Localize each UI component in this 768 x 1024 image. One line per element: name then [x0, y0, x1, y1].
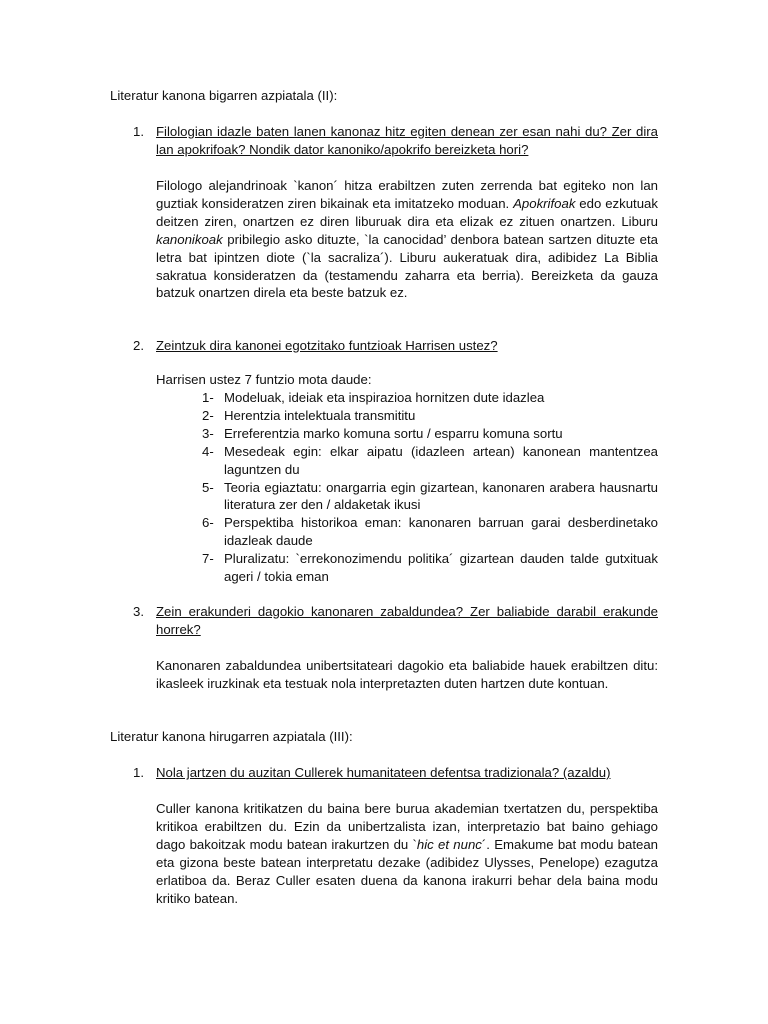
question-number: 1.: [133, 765, 144, 780]
section-heading-iii: Literatur kanona hirugarren azpiatala (III):: [110, 729, 353, 744]
list-item: 2- Herentzia intelektuala transmititu: [202, 407, 416, 423]
question-3: [133, 603, 658, 639]
answer-3: [156, 657, 658, 693]
list-item: 1- Modeluak, ideiak eta inspirazioa hornitzen dute idazlea: [202, 390, 545, 405]
question-1: [133, 123, 658, 159]
question-2: [133, 337, 658, 355]
question-iii-1: [133, 764, 658, 782]
answer-paragraph: Filologo alejandrinoak `kanon´ hitza erabiltzen zuten zerrenda bat egiteko non lan guztiak konsideratzen ziren bikainak eta imitatzeko moduan. Apokrifoak edo ezkutuak deitzen ziren, onartzen ez diren liburuak dira eta elizak ez zituen onartzen. Liburu kanonikoak pribilegio asko dituzte, `la canocidad’ denbora batean sartzen dituzte eta letra bat ipintzen diote (`la sacraliza´). Liburu aukeratuak dira, adibidez La Biblia sakratua konsideratzen da (testamendu zaharra eta berria). Bereizketa da gauza batzuk onartzen direla eta beste batzuk ez.: [156, 178, 658, 301]
list-item: 7- Pluralizatu: `errekonozimendu politika´ gizartean dauden talde gutxituak ageri / tokia eman: [202, 551, 658, 585]
question-number: 1.: [133, 124, 144, 139]
list-item: 5- Teoria egiaztatu: onargarria egin gizartean, kanonaren arabera hausnartu literatura zer den / aldaketak ikusi: [202, 479, 658, 513]
answer-iii-1: [156, 800, 658, 907]
list-item: 6- Perspektiba historikoa eman: kanonaren barruan garai desberdinetako idazleak daude: [202, 515, 658, 549]
question-text: Zeintzuk dira kanonei egotzitako funtzioak Harrisen ustez?: [156, 338, 498, 353]
question-number: 3.: [133, 604, 144, 619]
answer-paragraph: Kanonaren zabaldundea unibertsitateari dagokio eta baliabide hauek erabiltzen ditu: ikasleek iruzkinak eta testuak nola interpretazten duten hartzen dute kontuan.: [156, 658, 658, 691]
list-item: 3- Erreferentzia marko komuna sortu / esparru komuna sortu: [202, 425, 563, 441]
functions-intro: Harrisen ustez 7 funtzio mota daude:: [156, 372, 372, 387]
question-text: Zein erakunderi dagokio kanonaren zabaldundea? Zer baliabide darabil erakunde horrek?: [156, 604, 658, 637]
question-text: Nola jartzen du auzitan Cullerek humanitateen defentsa tradizionala? (azaldu): [156, 765, 611, 780]
section-heading-ii: Literatur kanona bigarren azpiatala (II):: [110, 88, 338, 103]
answer-1: [156, 177, 658, 302]
list-item: 4- Mesedeak egin: elkar aipatu (idazleen artean) kanonean mantentzea laguntzen du: [202, 443, 658, 477]
answer-paragraph: Culler kanona kritikatzen du baina bere burua akademian txertatzen du, perspektiba kritikoa erabiltzen du. Ezin da unibertzalista izan, interpretazio bat baino gehiago dago bakoitzak modu batean irakurtzen du `hic et nunc´. Emakume bat modu batean eta gizona beste batean interpretatu dezake (adibidez Ulysses, Penelope) ezagutza erlatiboa da. Beraz Culler esaten duena da kanona irakurri behar dela baina modu kritiko batean.: [156, 801, 659, 906]
question-number: 2.: [133, 338, 144, 353]
question-text: Filologian idazle baten lanen kanonaz hitz egiten denean zer esan nahi du? Zer dira lan apokrifoak? Nondik dator kanoniko/apokrifo bereizketa hori?: [156, 124, 658, 157]
functions-list: [202, 389, 658, 586]
